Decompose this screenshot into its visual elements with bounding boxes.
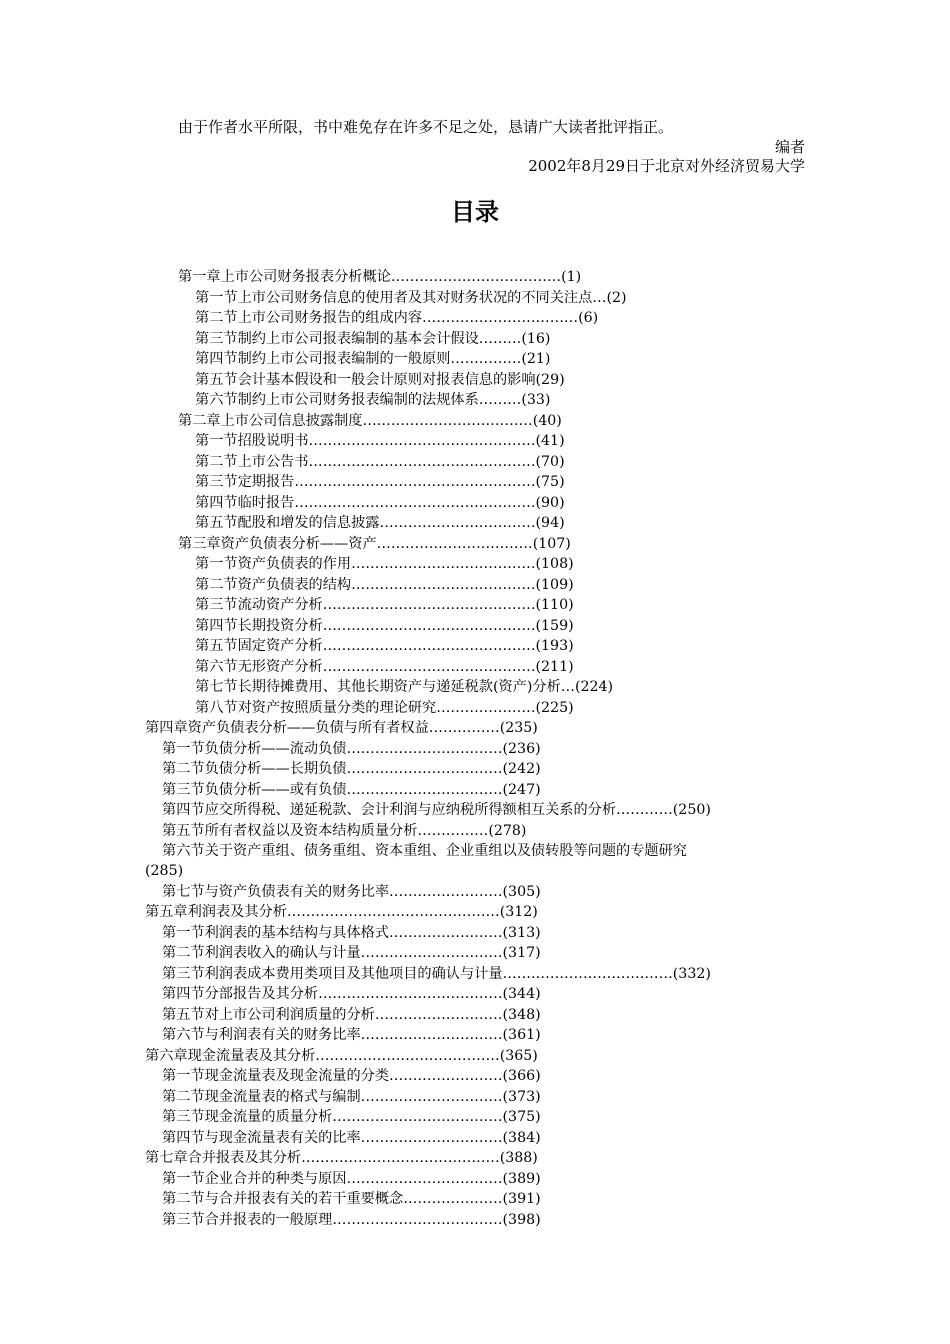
toc-entry[interactable]: 第二节资产负债表的结构…………………………………(109) (195, 576, 574, 593)
toc-entry[interactable]: 第五章利润表及其分析………………………………………(312) (145, 904, 538, 920)
toc-entry[interactable]: 第六节无形资产分析………………………………………(211) (195, 658, 574, 675)
toc-entry[interactable]: 第六章现金流量表及其分析…………………………………(365) (145, 1047, 538, 1064)
toc-entry[interactable]: 第一节负债分析——流动负债……………………………(236) (162, 740, 541, 757)
toc-entry[interactable]: 第六节与利润表有关的财务比率…………………………(361) (162, 1027, 541, 1043)
toc-entry[interactable]: 第七节长期待摊费用、其他长期资产与递延税款(资产)分析…(224) (195, 679, 614, 695)
toc-entry[interactable]: 第五节所有者权益以及资本结构质量分析……………(278) (162, 822, 527, 839)
toc-entry[interactable]: 第七章合并报表及其分析……………………………………(388) (145, 1150, 538, 1166)
toc-entry[interactable]: 第六节制约上市公司财务报表编制的法规体系………(33) (195, 392, 551, 408)
toc-entry[interactable]: 第二节负债分析——长期负债……………………………(242) (162, 761, 541, 777)
toc-entry[interactable]: 第五节会计基本假设和一般会计原则对报表信息的影响(29) (195, 371, 565, 388)
toc-entry[interactable]: 第一章上市公司财务报表分析概论………………………………(1) (178, 269, 582, 285)
toc-entry[interactable]: 第三节定期报告……………………………………………(75) (195, 474, 565, 490)
toc-entry[interactable]: 第三节负债分析——或有负债……………………………(247) (162, 781, 541, 798)
toc-entry[interactable]: 第三节合并报表的一般原理………………………………(398) (162, 1211, 541, 1228)
toc-entry[interactable]: 第五节固定资产分析………………………………………(193) (195, 638, 574, 654)
toc-entry[interactable]: 第五节对上市公司利润质量的分析………………………(348) (162, 1006, 541, 1023)
toc-entry[interactable]: 第一节招股说明书…………………………………………(41) (195, 433, 565, 449)
toc-entry[interactable]: 第五节配股和增发的信息披露……………………………(94) (195, 515, 565, 531)
toc-entry[interactable]: 第四节长期投资分析………………………………………(159) (195, 617, 574, 634)
toc-entry[interactable]: 第四节临时报告……………………………………………(90) (195, 494, 565, 511)
preface-date-place: 2002年8月29日于北京对外经济贸易大学 (528, 157, 805, 175)
toc-entry[interactable]: 第二节利润表收入的确认与计量…………………………(317) (162, 945, 541, 961)
toc-entry[interactable]: 第四节应交所得税、递延税款、会计利润与应纳税所得额相互关系的分析…………(250) (162, 802, 711, 818)
toc-entry[interactable]: 第三章资产负债表分析——资产……………………………(107) (178, 535, 571, 552)
toc-entry[interactable]: 第一节企业合并的种类与原因……………………………(389) (162, 1170, 541, 1187)
toc-entry[interactable]: 第六节关于资产重组、债务重组、资本重组、企业重组以及债转股等问题的专题研究 (162, 843, 687, 859)
toc-entry[interactable]: 第一节上市公司财务信息的使用者及其对财务状况的不同关注点…(2) (195, 289, 627, 306)
toc-entry[interactable]: 第一节现金流量表及现金流量的分类……………………(366) (162, 1068, 541, 1084)
preface-signer: 编者 (774, 138, 805, 156)
toc-title: 目录 (451, 198, 499, 226)
toc-entry[interactable]: 第四节制约上市公司报表编制的一般原则……………(21) (195, 351, 551, 367)
toc-entry[interactable]: 第四节分部报告及其分析…………………………………(344) (162, 986, 541, 1002)
toc-entry[interactable]: 第三节流动资产分析………………………………………(110) (195, 597, 574, 613)
toc-entry[interactable]: 第二节上市公告书…………………………………………(70) (195, 453, 565, 470)
toc-entry[interactable]: 第二节现金流量表的格式与编制…………………………(373) (162, 1088, 541, 1105)
toc-entry[interactable]: 第二节与合并报表有关的若干重要概念…………………(391) (162, 1191, 541, 1207)
toc-entry[interactable]: 第一节资产负债表的作用…………………………………(108) (195, 556, 574, 572)
toc-entry[interactable]: 第三节利润表成本费用类项目及其他项目的确认与计量………………………………(332) (162, 965, 711, 982)
toc-entry[interactable]: 第一节利润表的基本结构与具体格式……………………(313) (162, 924, 541, 941)
toc-entry[interactable]: (285) (145, 863, 184, 879)
toc-entry[interactable]: 第二章上市公司信息披露制度………………………………(40) (178, 412, 562, 429)
toc-entry[interactable]: 第四节与现金流量表有关的比率…………………………(384) (162, 1129, 541, 1146)
toc-entry[interactable]: 第四章资产负债表分析——负债与所有者权益……………(235) (145, 720, 538, 736)
toc-entry[interactable]: 第三节现金流量的质量分析………………………………(375) (162, 1109, 541, 1125)
toc-entry[interactable]: 第三节制约上市公司报表编制的基本会计假设………(16) (195, 330, 551, 347)
toc-entry[interactable]: 第二节上市公司财务报告的组成内容……………………………(6) (195, 310, 599, 326)
toc-entry[interactable]: 第七节与资产负债表有关的财务比率……………………(305) (162, 883, 541, 900)
toc-entry[interactable]: 第八节对资产按照质量分类的理论研究…………………(225) (195, 699, 574, 716)
preface-text: 由于作者水平所限，书中难免存在许多不足之处，恳请广大读者批评指正。 (178, 118, 674, 136)
